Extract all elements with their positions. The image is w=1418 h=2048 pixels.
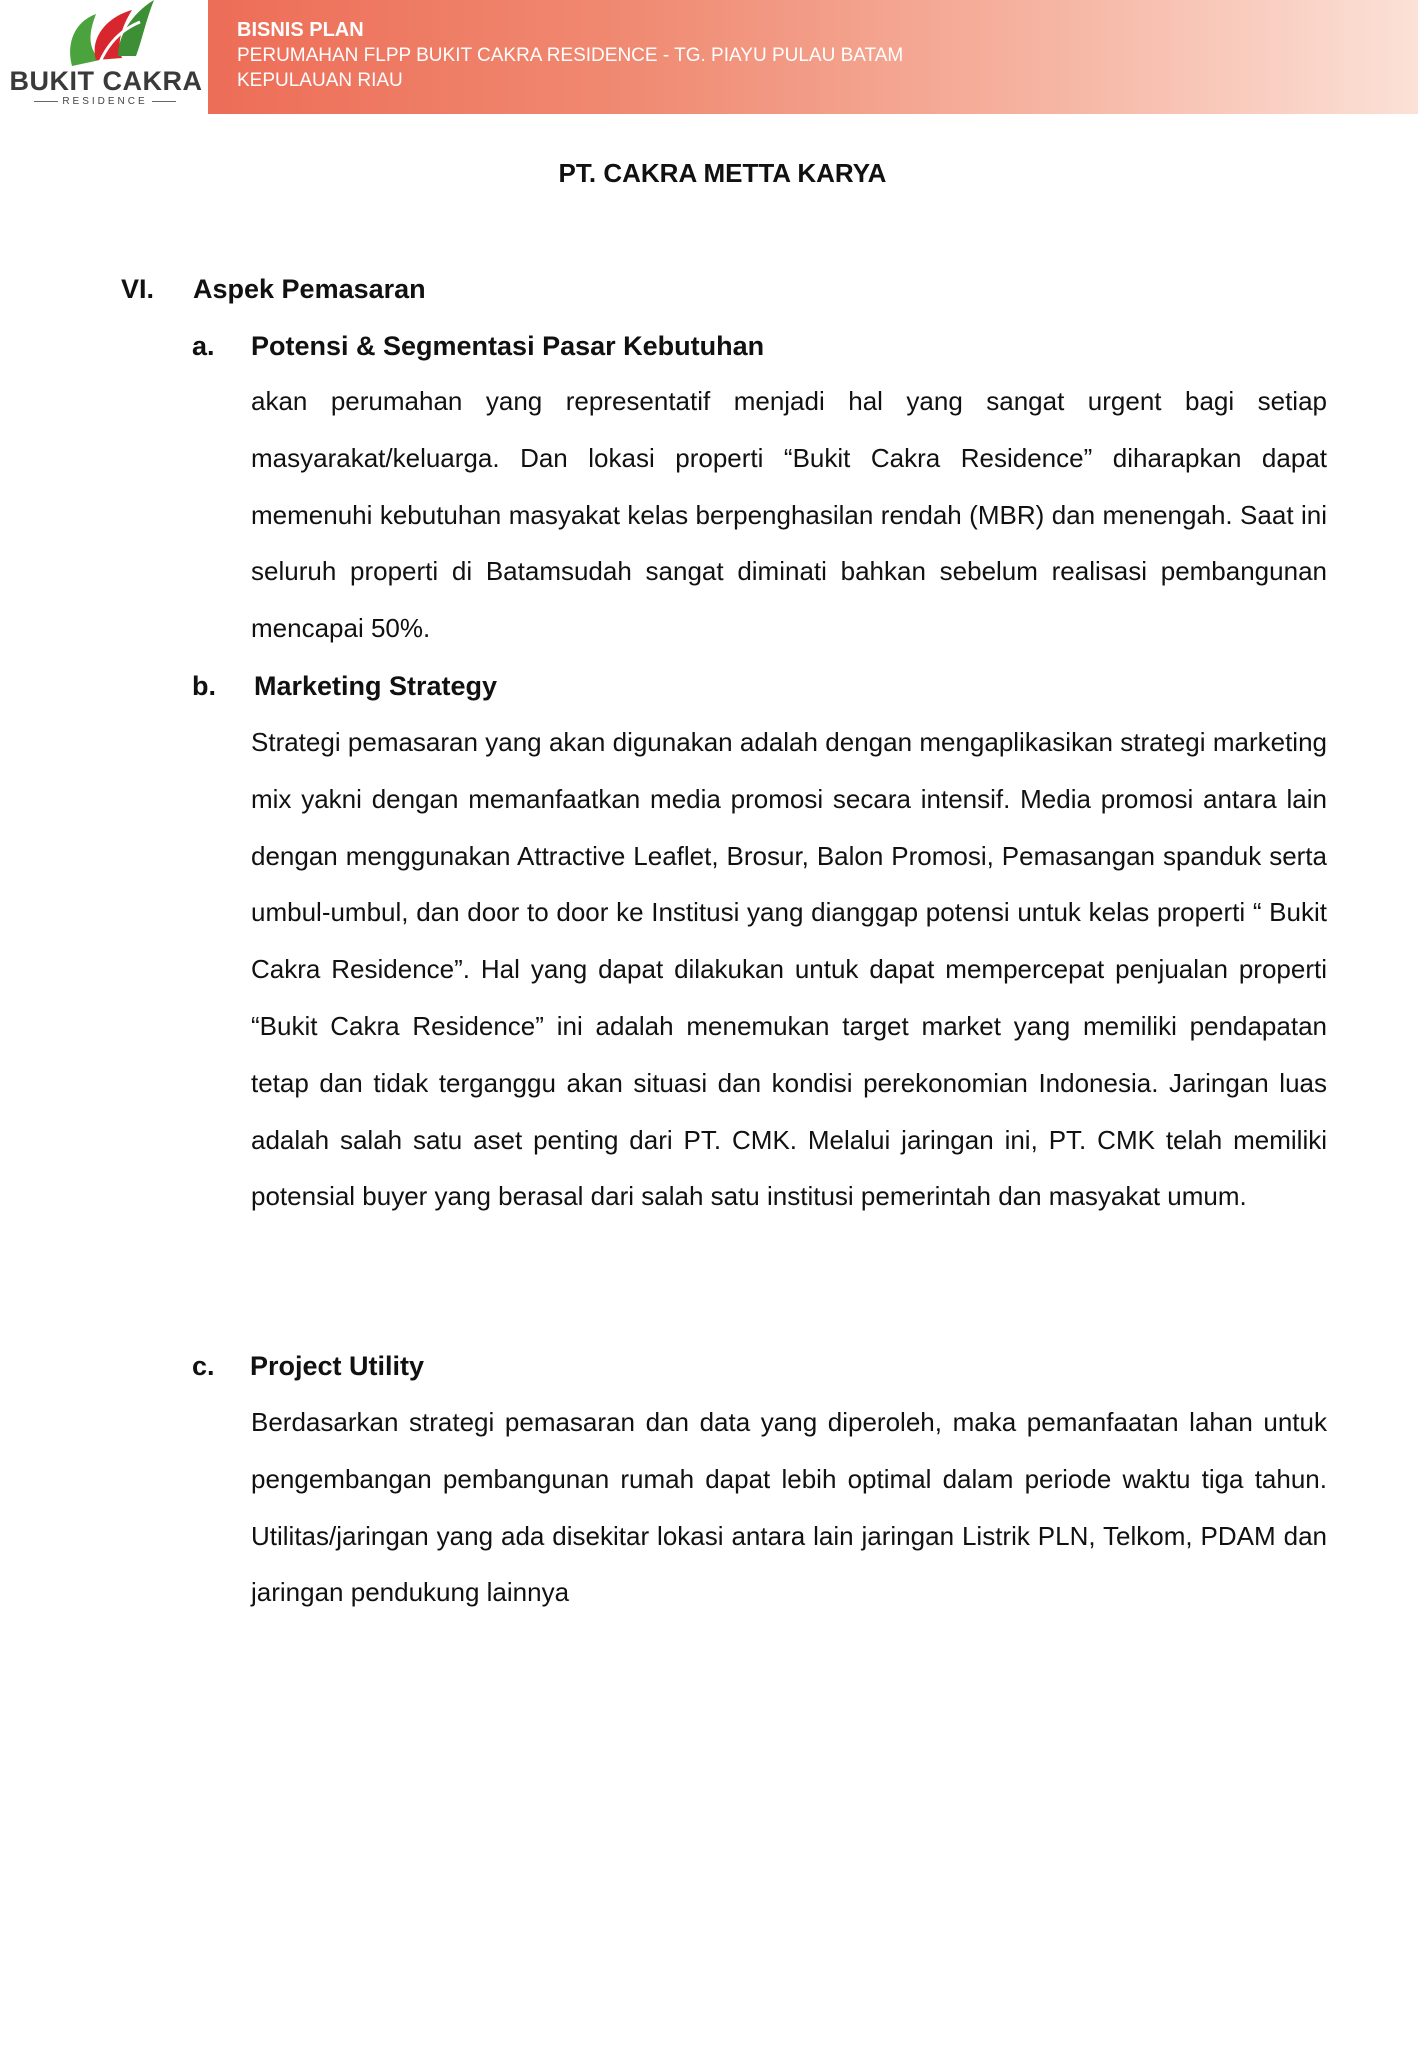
subsection-a-text: akan perumahan yang representatif menjadi hal yang sangat urgent bagi setiap masyarakat/keluarga. Dan lokasi properti “Bukit Cakra Residence” diharapkan dapat memenuhi kebutuhan masyakat kelas berpenghasilan rendah (MBR) dan menengah. Saat ini seluruh properti di Batamsudah sangat diminati bahkan sebelum realisasi pembangunan mencapai 50%. (251, 386, 1327, 644)
header-text (237, 18, 903, 93)
subsection-b-text: Strategi pemasaran yang akan digunakan adalah dengan mengaplikasikan strategi marketing mix yakni dengan memanfaatkan media promosi secara intensif. Media promosi antara lain dengan menggunakan Attractive Leaflet, Brosur, Balon Promosi, Pemasangan spanduk serta umbul-umbul, dan door to door ke Institusi yang dianggap potensi untuk kelas properti “ Bukit Cakra Residence”. Hal yang dapat dilakukan untuk dapat mempercepat penjualan properti “Bukit Cakra Residence” ini adalah menemukan target market yang memiliki pendapatan tetap dan tidak terganggu akan situasi dan kondisi perekonomian Indonesia. Jaringan luas adalah salah satu aset penting dari PT. CMK. Melalui jaringan ini, PT. CMK telah memiliki potensial buyer yang berasal dari salah satu institusi pemerintah dan masyakat umum. (251, 727, 1327, 1212)
company-logo (0, 0, 208, 114)
header-line-3: KEPULAUAN RIAU (237, 70, 403, 91)
leaf-logo-icon (60, 0, 160, 72)
section-title: Aspek Pemasaran (193, 274, 426, 304)
subsection-a-title: Potensi & Segmentasi Pasar Kebutuhan (251, 331, 765, 361)
subsection-c-text: Berdasarkan strategi pemasaran dan data yang diperoleh, maka pemanfaatan lahan untuk pengembangan pembangunan rumah dapat lebih optimal dalam periode waktu tiga tahun. Utilitas/jaringan yang ada disekitar lokasi antara lain jaringan Listrik PLN, Telkom, PDAM dan jaringan pendukung lainnya (251, 1407, 1327, 1608)
subsection-a-letter: a. (192, 331, 215, 361)
header-line-2: PERUMAHAN FLPP BUKIT CAKRA RESIDENCE - TG. PIAYU PULAU BATAM (237, 45, 904, 66)
subsection-b-letter: b. (192, 671, 216, 701)
section-number: VI. (121, 274, 155, 304)
subsection-c-title: Project Utility (250, 1351, 425, 1381)
company-title: PT. CAKRA METTA KARYA (558, 158, 887, 188)
page-header (0, 0, 1418, 114)
logo-wordmark: BUKIT CAKRA (9, 66, 203, 96)
subsection-c-letter: c. (192, 1351, 215, 1381)
header-line-1: BISNIS PLAN (237, 19, 364, 41)
subsection-b-title: Marketing Strategy (254, 671, 498, 701)
logo-subtitle: RESIDENCE (30, 94, 180, 108)
